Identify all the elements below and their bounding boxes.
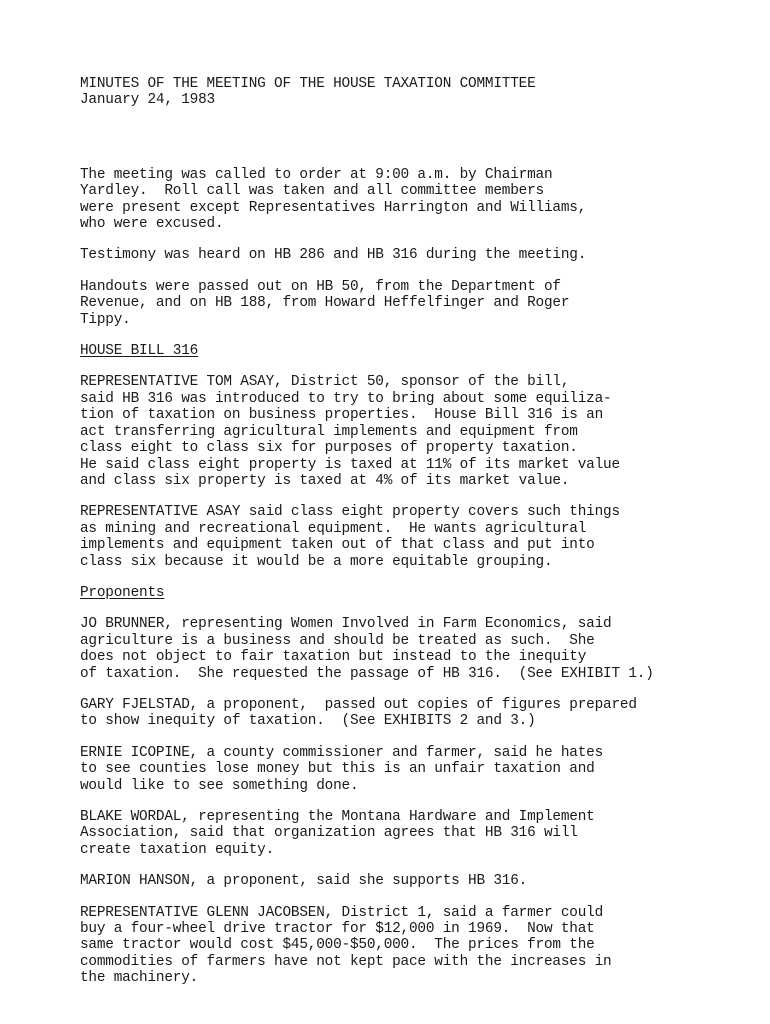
text-line: GARY FJELSTAD, a proponent, passed out copies of figures prepared (80, 696, 637, 713)
text-line: Tippy. (80, 311, 131, 328)
text-line: He said class eight property is taxed at 11% of its market value (80, 456, 620, 473)
text-line: class six because it would be a more equitable grouping. (80, 553, 553, 570)
text-line: Handouts were passed out on HB 50, from the Department of (80, 278, 561, 295)
text-line: who were excused. (80, 216, 224, 233)
text-line: REPRESENTATIVE GLENN JACOBSEN, District 1, said a farmer could (80, 904, 604, 921)
text-line: of taxation. She requested the passage of HB 316. (See EXHIBIT 1.) (80, 665, 654, 682)
document-header (80, 76, 730, 109)
paragraph (80, 873, 730, 889)
text-line: JO BRUNNER, representing Women Involved in Farm Economics, said (80, 616, 612, 633)
paragraph (80, 247, 730, 263)
text-line: Testimony was heard on HB 286 and HB 316 during the meeting. (80, 247, 587, 264)
paragraph (80, 374, 730, 489)
text-line: REPRESENTATIVE ASAY said class eight property covers such things (80, 504, 620, 521)
text-line: and class six property is taxed at 4% of its market value. (80, 472, 570, 489)
text-line: MARION HANSON, a proponent, said she supports HB 316. (80, 873, 528, 890)
text-line: class eight to class six for purposes of property taxation. (80, 440, 578, 457)
paragraph (80, 745, 730, 794)
text-line: does not object to fair taxation but instead to the inequity (80, 649, 587, 666)
paragraph (80, 809, 730, 858)
paragraph (80, 697, 730, 730)
text-line: REPRESENTATIVE TOM ASAY, District 50, sponsor of the bill, (80, 374, 570, 391)
text-line: BLAKE WORDAL, representing the Montana Hardware and Implement (80, 809, 595, 825)
text-line: act transferring agricultural implements and equipment from (80, 423, 578, 440)
text-line: same tractor would cost $45,000-$50,000. The prices from the (80, 937, 595, 954)
bill-section (80, 374, 730, 584)
section-heading-proponents: Proponents (80, 584, 165, 601)
text-line: tion of taxation on business properties. House Bill 316 is an (80, 407, 604, 424)
text-line: Association, said that organization agrees that HB 316 will (80, 825, 578, 842)
paragraph (80, 167, 730, 233)
paragraph (80, 616, 730, 682)
text-line: Revenue, and on HB 188, from Howard Heffelfinger and Roger (80, 295, 570, 312)
text-line: said HB 316 was introduced to try to bring about some equiliza- (80, 390, 612, 407)
text-line: would like to see something done. (80, 777, 359, 794)
proponents-section (80, 616, 730, 1001)
text-line: the machinery. (80, 970, 199, 987)
text-line: buy a four-wheel drive tractor for $12,000 in 1969. Now that (80, 921, 595, 938)
text-line: commodities of farmers have not kept pace with the increases in (80, 953, 612, 970)
text-line: agriculture is a business and should be treated as such. She (80, 632, 595, 649)
section-heading-house-bill-316: HOUSE BILL 316 (80, 343, 199, 360)
paragraph (80, 905, 730, 987)
document-title: MINUTES OF THE MEETING OF THE HOUSE TAXATION COMMITTEE (80, 76, 536, 92)
paragraph (80, 504, 730, 570)
intro-section (80, 167, 730, 343)
document-page (80, 76, 730, 1002)
meeting-date: January 24, 1983 (80, 92, 215, 109)
text-line: Yardley. Roll call was taken and all committee members (80, 183, 544, 200)
paragraph (80, 279, 730, 328)
text-line: implements and equipment taken out of that class and put into (80, 537, 595, 554)
text-line: The meeting was called to order at 9:00 a.m. by Chairman (80, 166, 553, 183)
text-line: as mining and recreational equipment. He wants agricultural (80, 520, 587, 537)
text-line: to show inequity of taxation. (See EXHIBITS 2 and 3.) (80, 713, 536, 730)
text-line: were present except Representatives Harrington and Williams, (80, 199, 587, 216)
text-line: create taxation equity. (80, 841, 275, 858)
text-line: to see counties lose money but this is an unfair taxation and (80, 761, 595, 778)
text-line: ERNIE ICOPINE, a county commissioner and farmer, said he hates (80, 744, 604, 761)
